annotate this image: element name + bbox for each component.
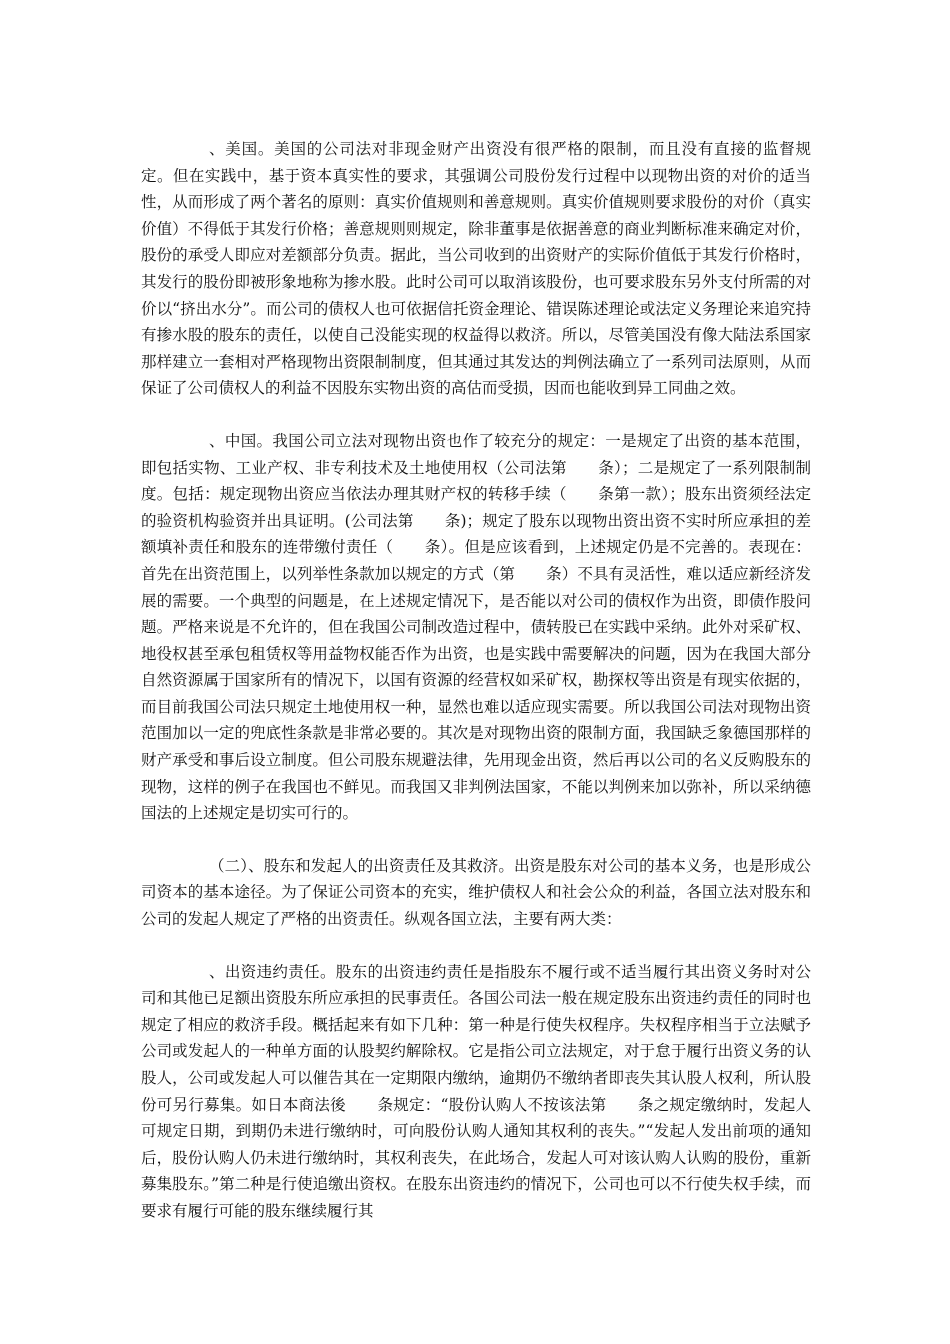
paragraph-spacer [141, 827, 811, 853]
paragraph-section-two: （二）、股东和发起人的出资责任及其救济。出资是股东对公司的基本义务，也是形成公司资本的基本途径。为了保证公司资本的充实，维护债权人和社会公众的利益，各国立法对股东和公司的发起人规定了严格的出资责任。纵观各国立法，主要有两大类： [141, 856, 811, 929]
paragraph-usa: 、美国。美国的公司法对非现金财产出资没有很严格的限制，而且没有直接的监督规定。但在实践中，基于资本真实性的要求，其强调公司股份发行过程中以现物出资的对价的适当性，从而形成了两个著名的原则：真实价值规则和善意规则。真实价值规则要求股份的对价（真实价值）不得低于其发行价格；善意规则则规定，除非董事是依据善意的商业判断标准来确定对价，股份的承受人即应对差额部分负责。据此，当公司收到的出资财产的实际价值低于其发行价格时，其发行的股份即被形象地称为掺水股。此时公司可以取消该股份，也可要求股东另外支付所需的对价以“挤出水分”。而公司的债权人也可依据信托资金理论、错误陈述理论或法定义务理论来追究持有掺水股的股东的责任，以使自己没能实现的权益得以救济。所以，尽管美国没有像大陆法系国家那样建立一套相对严格现物出资限制制度，但其通过其发达的判例法确立了一系列司法原则，从而保证了公司债权人的利益不因股东实物出资的高估而受损，因而也能收到异工同曲之效。 [141, 140, 811, 398]
paragraph-breach-liability: 、出资违约责任。股东的出资违约责任是指股东不履行或不适当履行其出资义务时对公司和其他已足额出资股东所应承担的民事责任。各国公司法一般在规定股东出资违约责任的同时也规定了相应的救济手段。概括起来有如下几种：第一种是行使失权程序。失权程序相当于立法赋予公司或发起人的一种单方面的认股契约解除权。它是指公司立法规定，对于怠于履行出资义务的认股人，公司或发起人可以催告其在一定期限内缴纳，逾期仍不缴纳者即丧失其认股人权利，所认股份可另行募集。如日本商法後 条规定：“股份认购人不按该法第 条之规定缴纳时，发起人可规定日期，到期仍未进行缴纳时，可向股份认购人通知其权利的丧失。”“发起人发出前项的通知后，股份认购人仍未进行缴纳时，其权利丧失，在此场合，发起人可对该认购人认购的股份，重新募集股东。”第二种是行使追缴出资权。在股东出资违约的情况下，公司也可以不行使失权手续，而要求有履行可能的股东继续履行其 [141, 962, 811, 1220]
paragraph-china: 、中国。我国公司立法对现物出资也作了较充分的规定：一是规定了出资的基本范围，即包括实物、工业产权、非专利技术及土地使用权（公司法第 条）；二是规定了一系列限制制度。包括：规定现物出资应当依法办理其财产权的转移手续（ 条第一款）；股东出资须经法定的验资机构验资并出具证明。(公司法第 条)；规定了股东以现物出资出资不实时所应承担的差额填补责任和股东的连带缴付责任（ 条）。但是应该看到，上述规定仍是不完善的。表现在：首先在出资范围上，以列举性条款加以规定的方式（第 条）不具有灵活性，难以适应新经济发展的需要。一个典型的问题是，在上述规定情况下，是否能以对公司的债权作为出资，即债作股问题。严格来说是不允许的，但在我国公司制改造过程中，债转股已在实践中采纳。此外对采矿权、地役权甚至承包租赁权等用益物权能否作为出资，也是实践中需要解决的问题，因为在我国大部分自然资源属于国家所有的情况下，以国有资源的经营权如采矿权，勘探权等出资是有现实依据的，而目前我国公司法只规定土地使用权一种，显然也难以适应现实需要。所以我国公司法对现物出资范围加以一定的兜底性条款是非常必要的。其次是对现物出资的限制方面，我国缺乏象德国那样的财产承受和事后设立制度。但公司股东规避法律，先用现金出资，然后再以公司的名义反购股东的现物，这样的例子在我国也不鲜见。而我国又非判例法国家，不能以判例来加以弥补，所以采纳德国法的上述规定是切实可行的。 [141, 431, 811, 823]
paragraph-spacer [141, 933, 811, 959]
document-body [141, 136, 811, 1225]
paragraph-spacer [141, 402, 811, 428]
